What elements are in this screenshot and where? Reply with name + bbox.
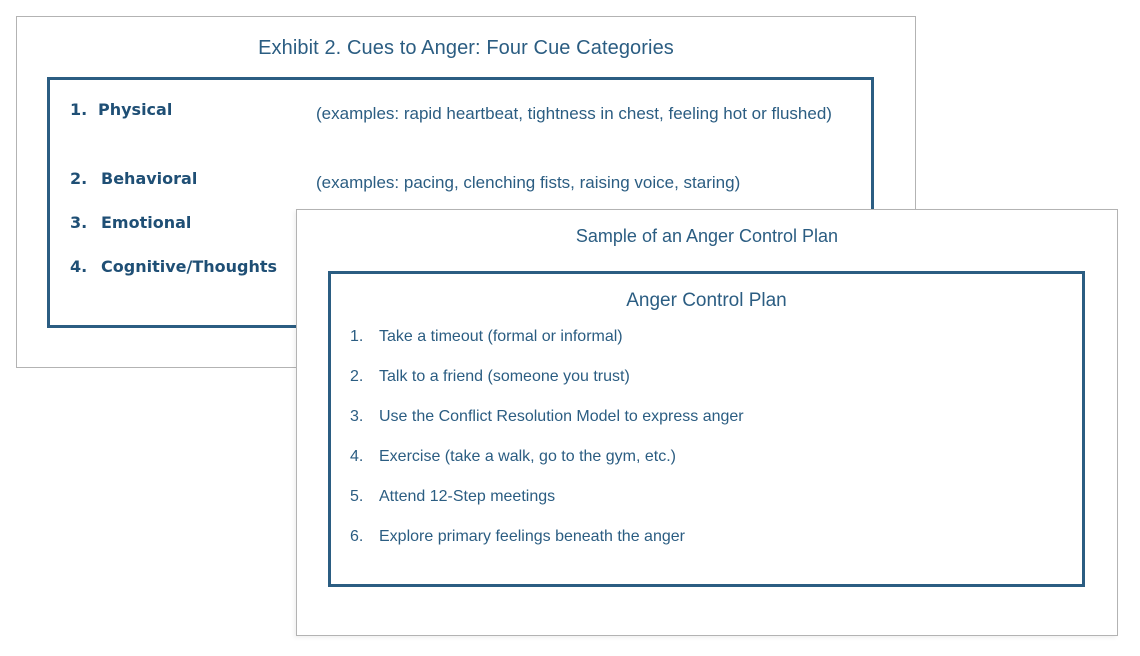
cue-description: (examples: pacing, clenching fists, raising voice, staring) <box>316 173 741 192</box>
plan-item-text: Use the Conflict Resolution Model to express anger <box>379 408 744 425</box>
plan-item-text: Exercise (take a walk, go to the gym, etc.) <box>379 448 677 465</box>
plan-item-text: Take a timeout (formal or informal) <box>379 328 623 345</box>
cue-number: 4. <box>70 257 88 276</box>
plan-item-number: 6. <box>350 528 364 545</box>
plan-item <box>350 408 744 426</box>
plan-item-text: Attend 12-Step meetings <box>379 488 556 505</box>
plan-item-number: 5. <box>350 488 364 505</box>
plan-item <box>350 528 685 546</box>
plan-item <box>350 368 630 386</box>
cue-name: Cognitive/Thoughts <box>101 257 278 276</box>
exhibit-title: Exhibit 2. Cues to Anger: Four Cue Categories <box>258 37 674 59</box>
plan-item <box>350 448 676 466</box>
cue-description: (examples: rapid heartbeat, tightness in chest, feeling hot or flushed) <box>316 104 832 123</box>
plan-heading: Anger Control Plan <box>626 290 787 311</box>
cue-name: Behavioral <box>101 169 198 188</box>
cue-name: Emotional <box>101 213 192 232</box>
sample-title: Sample of an Anger Control Plan <box>575 226 839 246</box>
plan-item-text: Explore primary feelings beneath the anger <box>379 528 685 545</box>
plan-item-text: Talk to a friend (someone you trust) <box>379 368 630 385</box>
plan-item-number: 3. <box>350 408 364 425</box>
plan-item-number: 4. <box>350 448 364 465</box>
plan-item <box>350 328 623 346</box>
cue-number: 1. <box>70 100 88 119</box>
cue-number: 2. <box>70 169 88 188</box>
sample-plan-card <box>296 209 1118 636</box>
cue-number: 3. <box>70 213 88 232</box>
plan-item <box>350 488 555 506</box>
cue-name: Physical <box>98 100 173 119</box>
plan-item-number: 1. <box>350 328 364 345</box>
plan-item-number: 2. <box>350 368 364 385</box>
anger-control-plan-box <box>328 271 1085 587</box>
